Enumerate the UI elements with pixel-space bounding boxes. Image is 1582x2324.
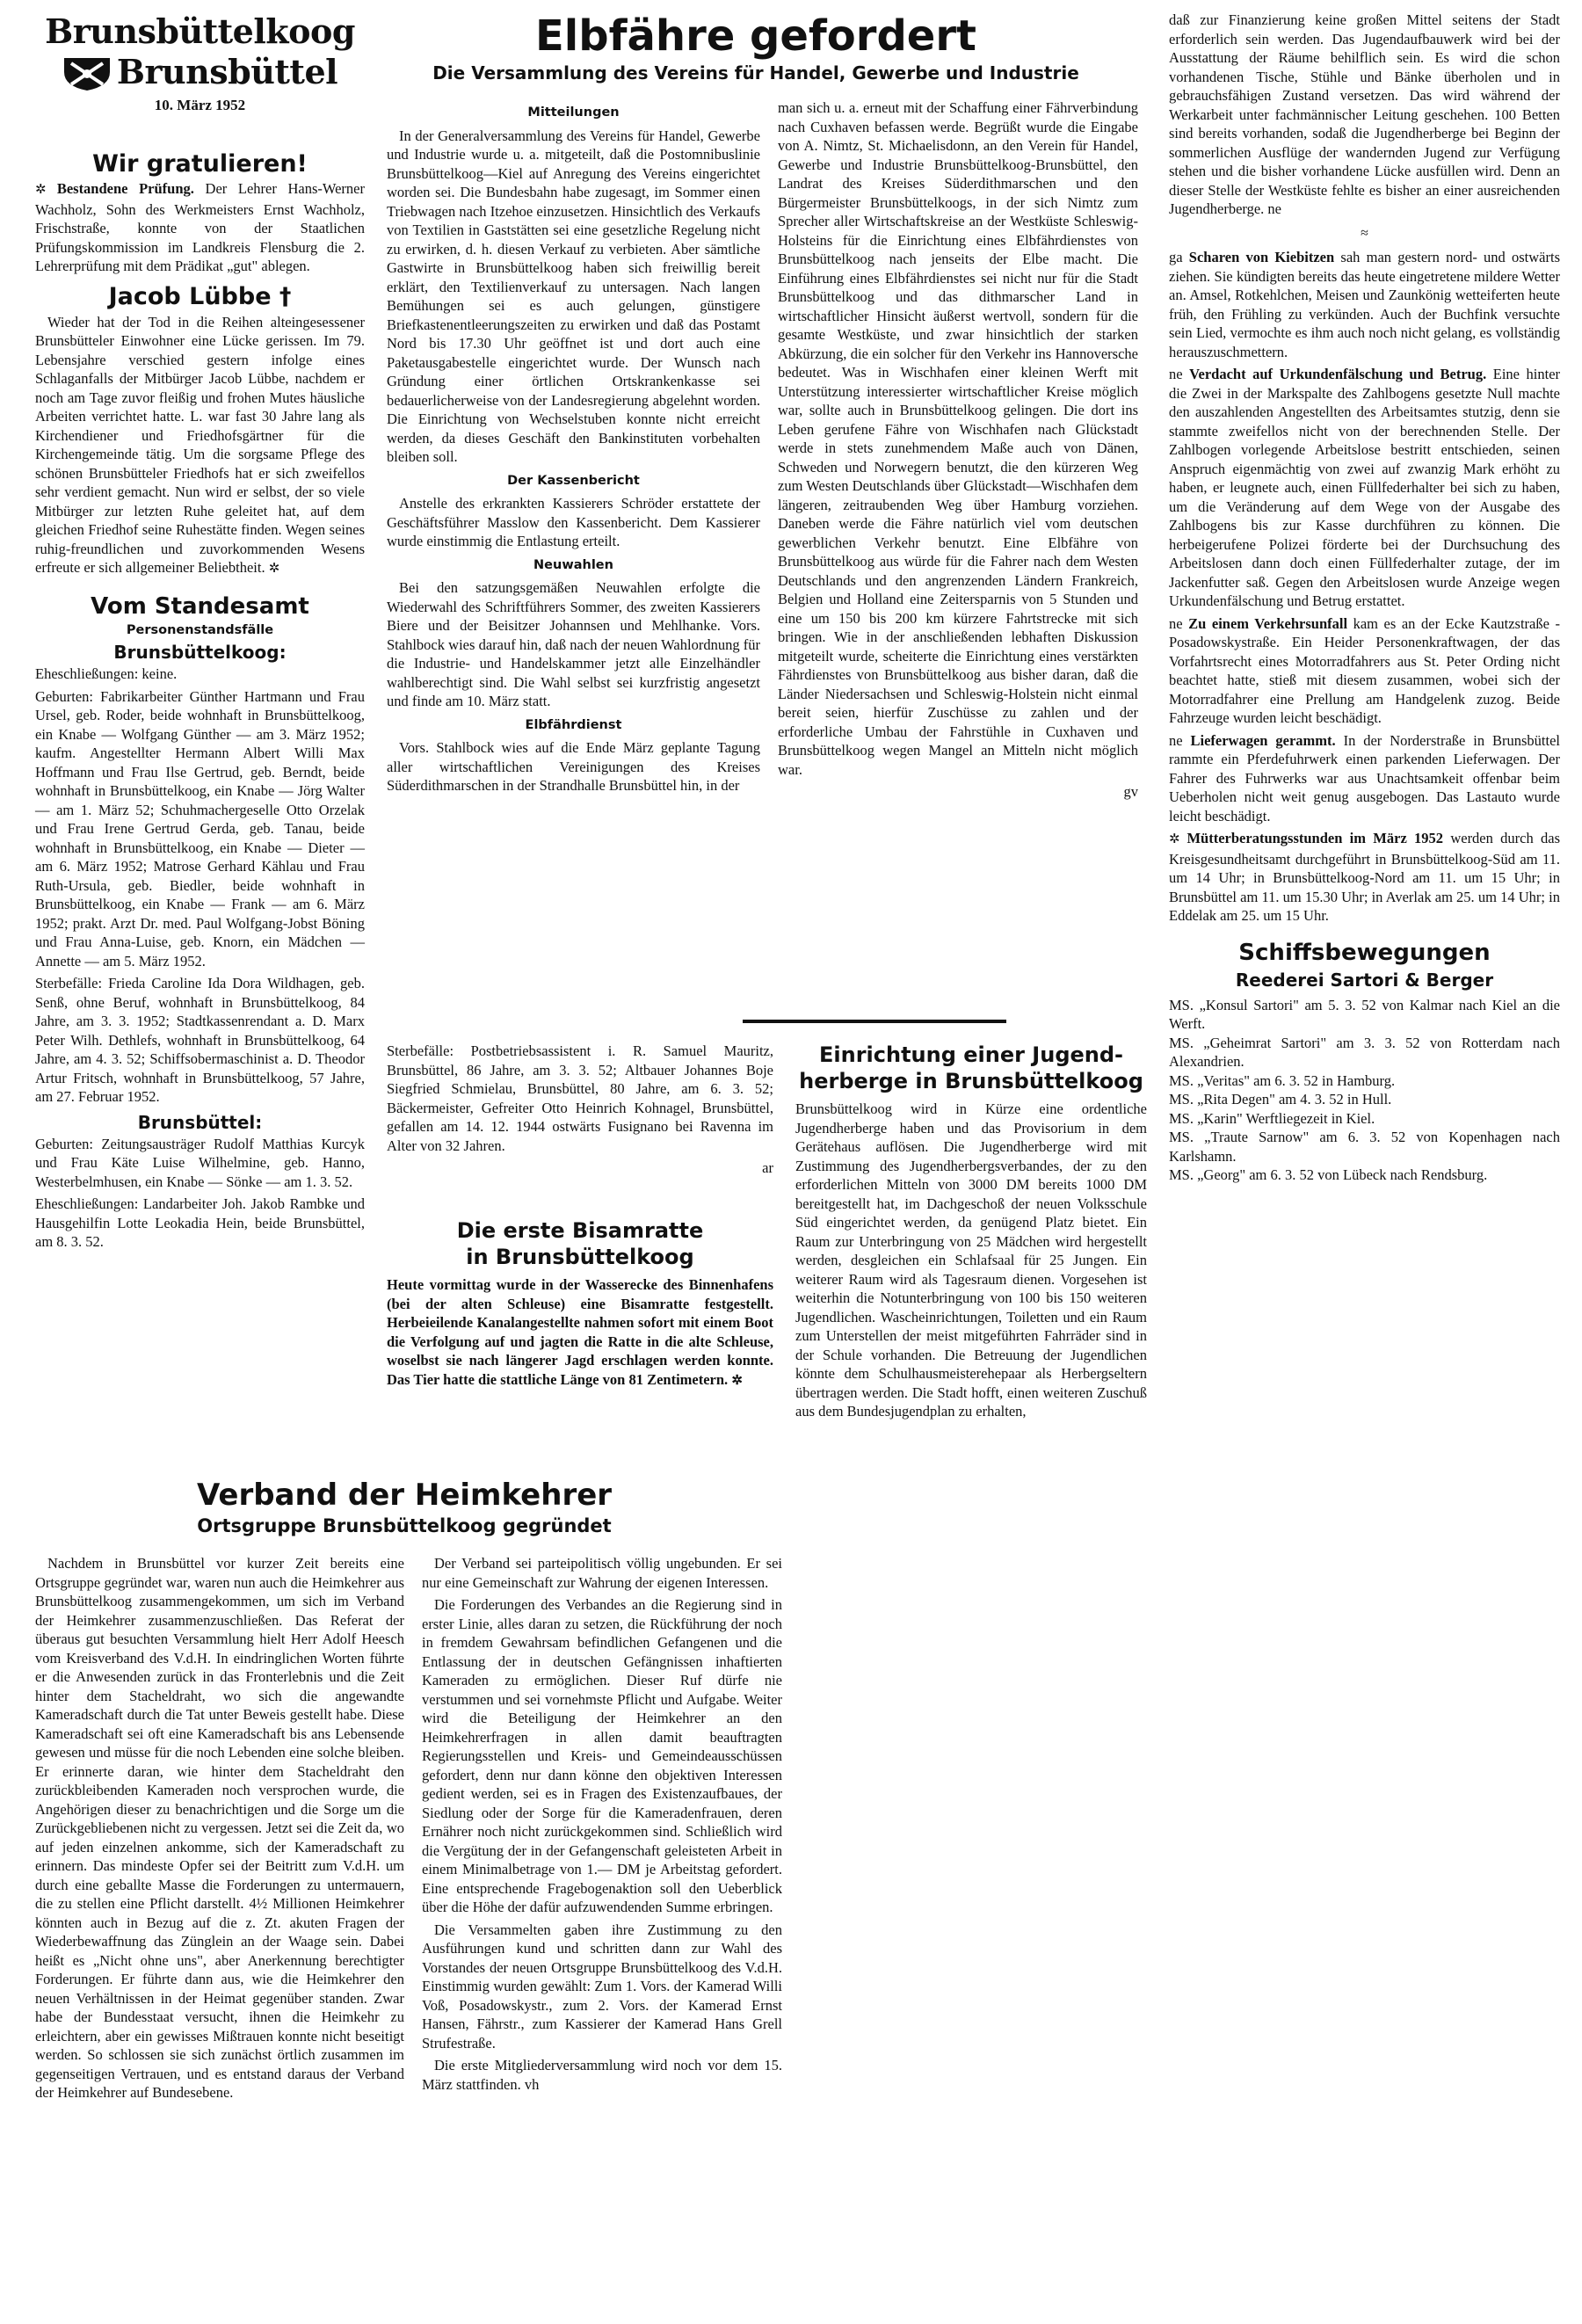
bisamratte-headline-1: Die erste Bisamratte — [456, 1218, 704, 1243]
masthead-row-2 — [35, 51, 365, 91]
ship-item: MS. „Rita Degen" am 4. 3. 52 in Hull. — [1169, 1091, 1392, 1108]
ship-item: MS. „Traute Sarnow" am 6. 3. 52 von Kopenhagen nach Karlshamn. — [1169, 1129, 1560, 1165]
elbfaehre-column-1 — [387, 98, 760, 995]
elbfaehre-headline: Elbfähre gefordert — [535, 11, 976, 61]
elbfaehre-section-4: Elbfährdienst — [525, 717, 622, 732]
jugendherberge-p2: daß zur Finanzierung keine großen Mittel seitens der Stadt erforderlich sein werden. Das Jugendaufbauwerk wird bei der Ausstattung der Räume behilflich sein. Es wird die schon vorhandenen Tische, Stühle und Bänke überholen und in gebrauchsfähigen Zustand versetzen. Das wird während der Werkarbeit unter fachmännischer Leitung geschehen. 100 Betten sind bereits vorhanden, sodaß die Jugendherberge bei Beginn der sommerlichen Ausflüge der wandernden Jugend zur Verfügung stehen und die bisher vorhandene Lücke ausfüllen wird. Denn an dieser Stelle der Westküste fehlte es bisher an einer ausreichenden Jugendherberge. ne — [1169, 11, 1560, 217]
standesamt-p2: Geburten: Fabrikarbeiter Günther Hartmann und Frau Ursel, geb. Roder, beide wohnhaft in Brunsbüttelkoog, ein Knabe — Wolfgang Günther — am 3. März 1952; kaufm. Angestellter Hermann Albert Willi Max Hoffmann und Frau Ilse Gertrud, geb. Berndt, beide wohnhaft in Brunsbüttelkoog, ein Knabe — Jörg Walter — am 1. März 52; Schuhmachergeselle Otto Orzelak und Frau Irene Gertrud Gerda, geb. Tanau, beide wohnhaft in Brunsbüttelkoog, ein Knabe — Dieter — am 6. März 1952; Matrose Gerhard Kählau und Frau Ruth-Ursula, geb. Biedler, beide wohnhaft in Brunsbüttelkoog, ein Knabe — Frank — am 6. März 1952; prakt. Arzt Dr. med. Paul Wolfgang-Jobst Böning und Frau Anna-Luise, geb. Knorn, ein Mädchen — Annette — am 5. März 1952. — [35, 687, 365, 970]
divider-elbfaehre — [743, 1020, 1006, 1023]
standesamt-signature: ar — [762, 1159, 773, 1176]
elbfaehre-column-2 — [778, 98, 1138, 995]
elbfaehre-section-2: Der Kassenbericht — [507, 473, 640, 488]
heimkehrer-headline: Verband der Heimkehrer — [196, 1478, 613, 1513]
star-icon: ✲ — [1169, 832, 1187, 846]
ship-item: MS. „Geheimrat Sartori" am 3. 3. 52 von Rotterdam nach Alexandrien. — [1169, 1034, 1560, 1070]
notiz-2: ne Verdacht auf Urkundenfälschung und Betrug. Eine hinter die Zwei in der Markspalte des Zahlbogens gesetzte Null machte den auszahlenden Angestellten des Arbeitsamtes stutzig, denn sie stammte zweifellos nicht von der berechnenden Stelle. Der Zahlbogen vorlegende Arbeitslose bestritt entschieden, seinen Anspruch eigenmächtig von zwei auf zwanzig Mark erhöht zu haben, er leugnete auch, einen Füllfederhalter bei sich zu haben, um die Veränderung auf dem Wege von der Ausgabe des Zahlbogens bis zur Kasse durchführen zu können. Die herbeigerufene Polizei förderte bei der Durchsuchung des Arbeitslosen dann doch einen Füllfederhalter zutage, der im Jackenfutter saß. Gegen den Arbeitslosen wurde Anzeige wegen Urkundenfälschung und Betrug erstattet. — [1169, 366, 1561, 609]
jugendherberge-article — [795, 1042, 1147, 1534]
ornament-divider: ≈ — [1361, 225, 1368, 241]
standesamt-subhead: Personenstandsfälle — [126, 622, 274, 637]
masthead-title-1: Brunsbüttelkoog — [45, 11, 355, 51]
bisamratte-article — [387, 1217, 773, 1468]
notiz-5: ✲ Mütterberatungsstunden im März 1952 werden durch das Kreisgesundheitsamt durchgeführt in Brunsbüttelkoog-Süd am 11. um 14 Uhr; in Brunsbüttelkoog-Nord am 11. um 15 Uhr; in Brunsbüttel am 11. um 15.30 Uhr; in Averlak am 25. um 14 Uhr; in Eddelak am 25. um 15 Uhr. — [1169, 830, 1561, 924]
heimkehrer-p3: Die Forderungen des Verbandes an die Regierung sind in erster Linie, alles daran zu setzen, die Rückführung der noch in fremdem Gewahrsam befindlichen Gefangenen und die Entlassung der in deutschen Gefängnissen inhaftierten Kameraden zu ermöglichen. Dieser Ruf dürfe nie verstummen und sei vornehmste Pflicht und Aufgabe. Weiter wird die Beteiligung der Heimkehrer an den Heimkehrerfragen in allen damit beauftragten Regierungsstellen und Kreis- und Gemeindeausschüssen gefordert, denn nur dann könne den objektiven Interessen gedient werden, sei es in Fragen des Existenzaufbaues, der Siedlung oder der Sorge für die Kameradenfrauen, deren Ernährer noch nicht zurückgekommen sind. Schließlich wird die Vergütung der in der Gefangenschaft geleisteten Arbeit in einem Minimalbetrage von 1.— DM je Arbeitstag gefordert. Eine entsprechende Fragebogenaktion soll den Ueberblick über die Höhe der dafür aufzuwendenden Summe erbringen. — [422, 1596, 782, 1915]
standesamt-place-2: Brunsbüttel: — [137, 1111, 263, 1133]
heimkehrer-p1: Nachdem in Brunsbüttel vor kurzer Zeit bereits eine Ortsgruppe gegründet war, waren nun auch die Heimkehrer aus Brunsbüttelkoog zusammengekommen, um sich im Verband der Heimkehrer zusammenzuschließen. Das Referat der überaus gut besuchten Versammlung hielt Herr Adolf Heesch vom Kreisverband des V.d.H. In eindringlichen Worten führte er die Anwesenden zurück in das Fronterlebnis und die Zeit hinter dem Stacheldraht, wo sich die angewandte Kameradschaft durch die Tat unter Beweis gestellt habe. Diese Kameradschaft sei oft eine Kameradschaft bis ans Lebensende gewesen und müsse für die noch Lebenden eine solche bleiben. Er erinnerte daran, wie hinter dem Stacheldraht den zurückbleibenden Kameraden noch versprochen wurde, die Angehörigen dieser zu benachrichtigen und die Sorge um die Zurückgebliebenen nicht zu vergessen. Jetzt sei die Zeit da, wo auf jeden einzelnen ankomme, sich der Kameradschaft zu erinnern. Das mindeste Opfer sei der Beitritt zum V.d.H. um durch eine geballte Masse die Forderungen zu untermauern, die zu stellen eine Pflicht darstellt. 4½ Millionen Heimkehrer könnten auch in Bezug auf die z. Zt. akuten Fragen der Wiederbewaffnung das Zünglein an der Waage sein. Dabei heißt es „Nicht ohne uns", aber Anerkennung berechtigter Forderungen. Er führte dann aus, wie die Heimkehrer den neuen Verhältnissen in der Heimat gegenüber standen. Zwar habe der Bundesstaat versucht, ihnen die Heimkehr zu erleichtern, aber ein gewisses Mißtrauen konnte nicht beseitigt werden. So schlossen sie sich zunächst örtlich zusammen im gegenseitigen Vertrauen, und es entstand daraus der Verband der Heimkehrer auf Bundesebene. — [35, 1555, 404, 2101]
column-4 — [1169, 11, 1560, 1281]
schiffe-headline: Schiffsbewegungen — [1238, 939, 1491, 966]
town-crest-icon — [62, 51, 112, 91]
standesamt-p1: Eheschließungen: keine. — [35, 665, 178, 682]
elbfaehre-signature: gv — [1123, 783, 1138, 800]
standesamt-p6: Sterbefälle: Postbetriebsassistent i. R. Samuel Mauritz, Brunsbüttel, 86 Jahre, am 3. 3. 52; Altbauer Johannes Boje Siegfried Schmielau, Brunsbüttel, 80 Jahre, am 6. 3. 52; Bäckermeister, Gefreiter Otto Heinrich Kohnagel, Brunsbüttel, gefallen am 14. 12. 1944 ostwärts Fusignano bei Ravenna im Alter von 32 Jahren. — [387, 1042, 773, 1154]
masthead-title-2: Brunsbüttel — [116, 51, 338, 91]
ship-item: MS. „Karin" Werftliegezeit in Kiel. — [1169, 1109, 1375, 1127]
jugendherberge-headline-2: herberge in Brunsbüttelkoog — [799, 1069, 1143, 1093]
heimkehrer-header — [35, 1477, 773, 1547]
standesamt-place-1: Brunsbüttelkoog: — [113, 642, 287, 663]
heimkehrer-p2: Der Verband sei parteipolitisch völlig ungebunden. Er sei nur eine Gemeinschaft zur Wahrung der eigenen Interessen. — [422, 1555, 782, 1591]
star-icon: ✲ — [268, 562, 280, 576]
standesamt-headline: Vom Standesamt — [91, 592, 309, 620]
elbfaehre-p5: man sich u. a. erneut mit der Schaffung einer Fährverbindung nach Cuxhaven befassen werde. Begrüßt wurde die Eingabe von A. Nimtz, St. Michaelisdonn, an den Verein für Handel, Gewerbe und Industrie Brunsbüttelkoog-Brunsbüttel, den Landrat des Kreises Süderdithmarschen und den Bürgermeister Brunsbüttelkoogs, in der sich Nimtz zum Sprecher aller Wirtschaftskreise an der Westküste Schleswig-Holsteins für die Einrichtung eines Elbfährdienstes von Brunsbüttelkoog nach jenseits der Elbe macht. Die Einführung eines Elbfährdienstes sei nicht nur für die Stadt Brunsbüttelkoog und das dithmarscher Land in wirtschaftlicher Hinsicht äußerst wertvoll, sondern für die gesamte Westküste, und zwar hinsichtlich der starken Abkürzung, die ein solcher für den Verkehr ins Hannoversche bedeutet. Was in Wischhafen einer kleinen Werft mit Unterstützung interessierter wirtschaftlicher Kreise möglich war, sollte auch in Brunsbüttelkoog gelingen. Die dort ins Leben gerufene Fähre von Wischhafen nach Glückstadt werde in stets zunehmendem Maße auch von Dänen, Schweden und Norwegern benutzt, die den kürzeren Weg zum Westen Deutschlands über Glückstadt—Wischhafen dem längeren, zeitraubenden Weg über Hamburg vorziehen. Daneben werde die Fähre natürlich viel vom deutschen gewerblichen Verkehr benutzt. Eine Elbfähre von Brunsbüttelkoog aus würde für die Fahrer nach dem Westen Deutschlands und den angrenzenden Ländern Frankreich, Belgien und Holland eine Zeitersparnis von 5 Stunden und eine um 150 bis 200 km kürzere Fahrtstrecke mit sich bringen. Wie in der anschließenden lebhaften Diskussion mitgeteilt wurde, scheiterte die Einrichtung eines verstärkten Fährdienstes von Brunsbüttelkoog aus bisher daran, daß die Länder Niedersachsen und Schleswig-Holstein nicht einmal bereit seien, hierfür Zuschüsse zu zahlen und der erforderliche Umbau der Fahrstühle in Cuxhaven und Brunsbüttelkoog wegen Mangel an Mitteln nicht möglich war. — [778, 99, 1138, 778]
elbfaehre-subhead: Die Versammlung des Vereins für Handel, Gewerbe und Industrie — [432, 62, 1079, 84]
elbfaehre-p1: In der Generalversammlung des Vereins für Handel, Gewerbe und Industrie wurde u. a. mitgeteilt, daß die Postomnibuslinie Brunsbüttelkoog—Kiel auf Anregung des Vereins eingerichtet worden sei. Die Bundesbahn habe zugesagt, im Sommer einen Triebwagen nach Itzehoe einzusetzen. Hinsichtlich des Verkaufs von Textilien in Gaststätten sei eine gesetzliche Regelung nicht zu erwirken, d. h. diesen Verkauf zu verbieten. Aber sämtliche Gastwirte in Brunsbüttelkoog haben sich freiwillig bereit erklärt, den Textilienverkauf zu untersagen. Nach langen Bemühungen sei es auch gelungen, günstigere Briefkastenentleerungszeiten zu erwirken und daß das Postamt Nord bis 17.30 Uhr geöffnet ist und dort auch eine Paketausgabestelle eingerichtet wurde. Der Wunsch nach Gründung einer örtlichen Ortskrankenkasse sei bedauerlicherweise von der Landesregierung abgelehnt worden. Die Einrichtung von Wechselstuben konnte nicht erreicht werden, da dieses Geschäft den Bankinstituten vorbehalten bleiben soll. — [387, 127, 760, 465]
heimkehrer-p5: Die erste Mitgliederversammlung wird noch vor dem 15. März stattfinden. vh — [422, 2057, 782, 2093]
elbfaehre-p4: Vors. Stahlbock wies auf die Ende März geplante Tagung aller wirtschaftlichen Vereinigungen des Kreises Süderdithmarschen in der Strandhalle Brunsbüttel hin, in der — [387, 739, 760, 794]
heimkehrer-column-1 — [35, 1554, 404, 2319]
notiz-3: ne Zu einem Verkehrsunfall kam es an der Ecke Kautzstraße - Posadowskystraße. Ein Heider Personenkraftwagen, der das Vorfahrtsrecht eines Motorradfahrers aus St. Peter Ording nicht beachtet hatte, stieß mit diesem zusammen, wobei sich der Motorradfahrer eine Prellung am Handgelenk zuzog. Beide Fahrzeuge wurden leicht beschädigt. — [1169, 614, 1560, 726]
elbfaehre-section-1: Mitteilungen — [527, 105, 620, 120]
ship-item: MS. „Konsul Sartori" am 5. 3. 52 von Kalmar nach Kiel an die Werft. — [1169, 996, 1560, 1032]
heimkehrer-p4: Die Versammelten gaben ihre Zustimmung zu den Ausführungen kund und schritten dann zur Wahl des Vorstandes der neuen Ortsgruppe Brunsbüttelkoog des V.d.H. Einstimmig wurden gewählt: Zum 1. Vors. der Kamerad Willi Voß, Posadowskystr., zum 2. Vors. der Kamerad Ernst Hansen, Fährstr., zum Kassierer der Kamerad Hans Grell Strufestraße. — [422, 1921, 782, 2052]
standesamt-p5: Eheschließungen: Landarbeiter Joh. Jakob Rambke und Hausgehilfin Lotte Leokadia Hein, beide Brunsbüttel, am 8. 3. 52. — [35, 1195, 365, 1250]
notiz-4: ne Lieferwagen gerammt. In der Norderstraße in Brunsbüttel rammte ein Pferdefuhrwerk einen parkenden Lieferwagen. Der Fahrer des Fuhrwerks war aus Unachtsamkeit offenbar beim Ueberholen nicht weit genug ausgebogen. Das Lastauto wurde leicht beschädigt. — [1169, 731, 1561, 824]
heimkehrer-subhead: Ortsgruppe Brunsbüttelkoog gegründet — [197, 1515, 612, 1536]
obituary-text: Wieder hat der Tod in die Reihen alteingesessener Brunsbütteler Einwohner eine Lücke gerissen. Im 79. Lebensjahre verschied gestern infolge eines Schlaganfalls der Mitbürger Jacob Lübbe, nachdem er noch am Tage zuvor fleißig und frohen Mutes häusliche Arbeiten verrichtet hatte. L. war fast 30 Jahre lang als Kirchendiener und Friedhofsgärtner für die Kirchengemeinde tätig. Um die sorgsame Pflege des schönen Brunsbütteler Friedhofs hat er sich zweifellos sehr verdient gemacht. Nun wird er selbst, der so viele Mitbürger zur letzten Ruhe geleitet hat, auf dem gleichen Friedhof seine Ruhestätte finden. Wegen seines ruhig-freundlichen und zuvorkommenden Wesens erfreute er sich allgemeiner Beliebtheit. ✲ — [35, 313, 365, 576]
jugendherberge-p1: Brunsbüttelkoog wird in Kürze eine ordentliche Jugendherberge haben und das Provisorium in dem Gerätehaus auflösen. Die Jugendherberge wird mit Zustimmung des Jugendherbergsverbandes, der zu den erforderlichen Mitteln von 3000 DM bereits 1000 DM bereitgestellt hat, im Dachgeschoß der neuen Volksschule Süd eingerichtet werden, da genügend Platz bietet. Ein Raum zur Unterbringung von 25 Mädchen wird hergestellt werden, desgleichen ein Schlafsaal für 25 Jungen. Ein weiterer Raum wird als Tagesraum dienen. Vorgesehen ist weiterhin die Notunterbringung von 100 bis 150 weiteren Jugendlichen. Wascheinrichtungen, Toiletten und ein Raum zum Unterstellen der meist mitgeführten Fahrräder sind in der Schule vorhanden. Die Betreuung der Jugendlichen könnte dem Schulhausmeisterehepaar als Herbergseltern übertragen werden. Die Stadt hofft, einen weiteren Zuschuß aus dem Bundesjugendplan zu erhalten, — [795, 1100, 1147, 1420]
standesamt-p3: Sterbefälle: Frieda Caroline Ida Dora Wildhagen, geb. Senß, ohne Beruf, wohnhaft in Brunsbüttelkoog, 84 Jahre, am 3. 3. 1952; Stadtkassenrendant a. D. Marx Peter Wilh. Dethlefs, wohnhaft in Brunsbüttelkoog, 64 Jahre, am 4. 3. 52; Schiffsobermaschinist a. D. Theodor Artur Fritsch, wohnhaft in Brunsbüttelkoog, 57 Jahre, am 27. Februar 1952. — [35, 975, 365, 1105]
schiffe-list — [1169, 996, 1560, 1185]
gratulation-headline: Wir gratulieren! — [92, 150, 308, 178]
obituary-headline: Jacob Lübbe † — [108, 282, 292, 310]
bisamratte-text: Heute vormittag wurde in der Wasserecke des Binnenhafens (bei der alten Schleuse) eine Bisamratte festgestellt. Herbeieilende Kanalangestellte nahmen sofort mit einem Boot die Verfolgung auf und jagten die Ratte in die alte Schleuse, woselbst sie nach längerer Jagd erschlagen werden konnte. Das Tier hatte die stattliche Länge von 81 Zentimetern. ✲ — [387, 1276, 773, 1388]
standesamt-continued — [387, 1042, 773, 1209]
schiffe-subhead: Reederei Sartori & Berger — [1235, 969, 1494, 991]
star-icon: ✲ — [731, 1373, 743, 1388]
heimkehrer-column-2 — [422, 1554, 782, 2319]
elbfaehre-header — [387, 11, 1125, 98]
gratulation-text: ✲ Bestandene Prüfung. Der Lehrer Hans-Werner Wachholz, Sohn des Werkmeisters Ernst Wachholz, Frischstraße, konnte von der Staatlichen Prüfungskommission im Landkreis Flensburg die 2. Lehrerprüfung mit dem Prädikat „gut" ablegen. — [35, 180, 365, 274]
column-1 — [35, 149, 365, 1250]
ship-item: MS. „Georg" am 6. 3. 52 von Lübeck nach Rendsburg. — [1169, 1166, 1488, 1183]
elbfaehre-p2: Anstelle des erkrankten Kassierers Schröder erstattete der Geschäftsführer Masslow den Kassenbericht. Dem Kassierer wurde einstimmig die Entlastung erteilt. — [387, 495, 760, 549]
elbfaehre-section-3: Neuwahlen — [533, 557, 613, 572]
star-icon: ✲ — [35, 183, 57, 197]
elbfaehre-p3: Bei den satzungsgemäßen Neuwahlen erfolgte die Wiederwahl des Schriftführers Sommer, des zweiten Kassierers Biere und der Beisitzer Johannsen und Mehlhanke. Vors. Stahlbock wies darauf hin, daß nach der neuen Wahlordnung für die Industrie- und Handelskammer jetzt alle Einzelhändler wahlberechtigt sind. Die Wahl selbst sei kurzfristig angesetzt und finde am 10. März statt. — [387, 579, 760, 709]
ship-item: MS. „Veritas" am 6. 3. 52 in Hamburg. — [1169, 1071, 1396, 1089]
standesamt-p4: Geburten: Zeitungsausträger Rudolf Matthias Kurcyk und Frau Käte Luise Wilhelmine, geb. Hanno, Westerbelmhusen, ein Knabe — Sönke — am 1. 3. 52. — [35, 1135, 365, 1190]
issue-date: 10. März 1952 — [154, 97, 246, 113]
bisamratte-headline-2: in Brunsbüttelkoog — [466, 1245, 694, 1269]
jugendherberge-headline-1: Einrichtung einer Jugend- — [818, 1042, 1124, 1067]
masthead — [35, 12, 365, 144]
notiz-1: ga Scharen von Kiebitzen sah man gestern nord- und ostwärts ziehen. Sie kündigten bereits das heute eingetretene mildere Wetter an. Amsel, Rotkehlchen, Meisen und Zaunkönig wetteiferten heute früh, den Frühling zu verkünden. Auch der Buchfink versuchte sein Lied, vermochte es ihm auch noch nicht gelang, es vollständig herauszuschmettern. — [1169, 249, 1561, 360]
